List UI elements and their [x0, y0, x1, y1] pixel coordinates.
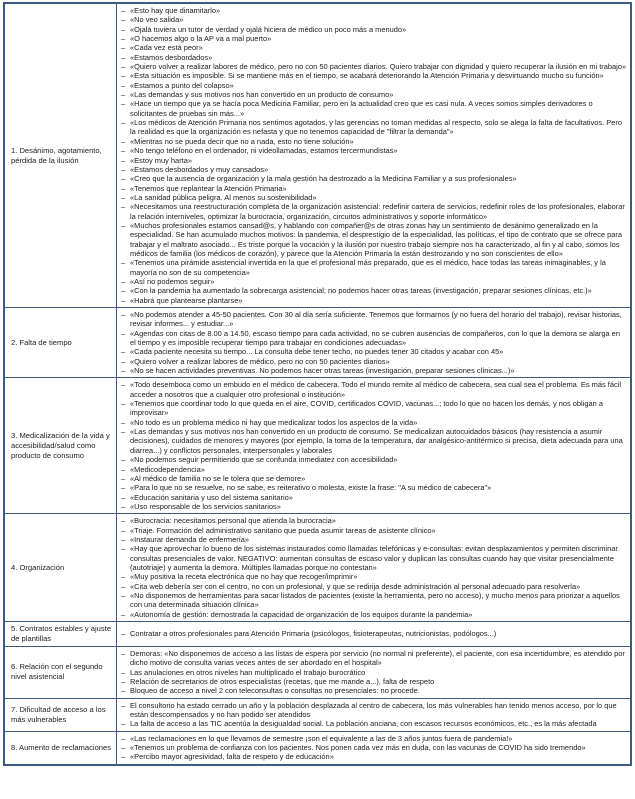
- quote-item: – «Percibo mayor agresividad, falta de respeto y de educación»: [121, 752, 627, 761]
- quote-item: – «Agendas con citas de 8.00 a 14.50, escaso tiempo para cada actividad, no se cubren ausencias de compañeros, con lo que la demora se alarga en el tiempo y es imposible recuperar tiempo para trabajar en condiciones adecuadas»: [121, 329, 627, 348]
- quote-item: – «Con la pandemia ha aumentado la sobrecarga asistencial; no podemos hacer otras tareas (investigación, preparar sesiones clínicas, etc.)»: [121, 286, 627, 295]
- quote-item: – «Tenemos un problema de confianza con los pacientes. Nos ponen cada vez más en duda, con las vacunas de COVID ha sido tremendo»: [121, 743, 627, 752]
- table-row: [4, 308, 631, 378]
- quote-item: – «Las demandas y sus motivos nos han convertido en un producto de consumo»: [121, 90, 627, 99]
- quote-item: – «Al médico de familia no se le tolera que se demore»: [121, 474, 627, 483]
- quote-item: – «Tenemos una pirámide asistencial invertida en la que el profesional más preparado, que es el médico, hace todas las tareas inimaginables, y la mayoría no son de su competencia»: [121, 258, 627, 277]
- quotes-cell: [117, 378, 632, 514]
- quote-item: – «Burocracia: necesitamos personal que atienda la burocracia»: [121, 516, 627, 525]
- quote-item: – «Las demandas y sus motivos nos han convertido en un producto de consumo. Se medicalizan autocuidados básicos (hay resistencia a asumir decisiones), cuidados de menores y mayores (por ejemplo, la toma de la temperatura, dar analgésico-antitérmico si precisa, dieta adecuada para una diarrea...) y conflictos personales, interpersonales y laborales: [121, 427, 627, 455]
- table-row: [4, 647, 631, 699]
- table-row: [4, 698, 631, 731]
- quote-item: – «Esta situación es imposible. Si se mantiene más en el tiempo, se acabará deteriorando la Atención Primaria y desvirtuando mucho su función»: [121, 71, 627, 80]
- quote-list: [121, 649, 627, 696]
- quotes-cell: [117, 647, 632, 699]
- quote-list: [121, 701, 627, 729]
- quote-list: [121, 6, 627, 305]
- quote-item: – «No podemos atender a 45-50 pacientes. Con 30 al día sería suficiente. Tenemos que formarnos (y no fuera del horario del trabajo), revisar historias, revisar informes... y estudiar...»: [121, 310, 627, 329]
- quote-item: – «Todo desemboca como un embudo en el médico de cabecera. Todo el mundo remite al médico de cabecera, sea cual sea el problema. Es más fácil acceder a nosotros que a cualquier otro profesional o institución»: [121, 380, 627, 399]
- quote-item: – «Estamos desbordados»: [121, 53, 627, 62]
- category-cell: 6. Relación con el segundo nivel asistencial: [4, 647, 117, 699]
- quote-item: – «Quiero volver a realizar labores de médico, pero no con 50 pacientes diarios»: [121, 357, 627, 366]
- table-row: [4, 622, 631, 647]
- quote-item: – «Así no podemos seguir»: [121, 277, 627, 286]
- quote-item: – «O hacemos algo o la AP va a mal puerto»: [121, 34, 627, 43]
- category-cell: 3. Medicalización de la vida y accesibilidad/salud como producto de consumo: [4, 378, 117, 514]
- quote-item: – «Cita web debería ser con el centro, no con un profesional, y que se redirija desde administración al personal adecuado para resolverla»: [121, 582, 627, 591]
- quote-item: – «Cada vez está peor»: [121, 43, 627, 52]
- quote-item: – «Autonomía de gestión: demostrada la capacidad de organización de los equipos durante la pandemia»: [121, 610, 627, 619]
- table-row: [4, 731, 631, 765]
- quotes-cell: [117, 622, 632, 647]
- quote-item: – «Medicodependencia»: [121, 465, 627, 474]
- quote-item: – La falta de acceso a las TIC acentúa la desigualdad social. La población anciana, con escasos recursos económicos, etc., es la más afectada: [121, 719, 627, 728]
- quote-item: – «No disponemos de herramientas para sacar listados de pacientes (existe la herramienta, pero no acceso), y mucho menos para priorizar a aquellos con una determinada situación clínica»: [121, 591, 627, 610]
- quote-item: – «Esto hay que dinamitarlo»: [121, 6, 627, 15]
- quote-list: [121, 380, 627, 511]
- quote-item: – «La sanidad pública peligra. Al menos su sostenibilidad»: [121, 193, 627, 202]
- quote-item: – «Cada paciente necesita su tiempo... La consulta debe tener techo, no puedes tener 30 citados y acabar con 45»: [121, 347, 627, 356]
- quote-item: – «No podemos seguir permitiendo que se confunda inmediatez con accesibilidad»: [121, 455, 627, 464]
- quote-item: – «Para lo que no se resuelve, no se sabe, es reiterativo o molesta, existe la frase: "A su médico de cabecera"»: [121, 483, 627, 492]
- quote-item: – «Tenemos que coordinar todo lo que queda en el aire, COVID, certificados COVID, vacunas...; todo lo que no hacen los demás, y nos obligan a improvisar»: [121, 399, 627, 418]
- table-row: [4, 514, 631, 622]
- quote-list: [121, 629, 627, 638]
- quotes-cell: [117, 308, 632, 378]
- quote-item: – «Instaurar demanda de enfermería»: [121, 535, 627, 544]
- category-cell: 1. Desánimo, agotamiento, pérdida de la ilusión: [4, 3, 117, 308]
- category-cell: 4. Organización: [4, 514, 117, 622]
- quote-item: – «Muy positiva la receta electrónica que no hay que recoger/imprimir»: [121, 572, 627, 581]
- quote-item: – «Estamos desbordados y muy cansados»: [121, 165, 627, 174]
- quote-item: – «No todo es un problema médico ni hay que medicalizar todos los aspectos de la vida»: [121, 418, 627, 427]
- quote-item: – «Muchos profesionales estamos cansad@s, y hablando con compañer@s de otras zonas hay un sentimiento de desánimo generalizado en la especialidad. Se han acumulado muchos motivos: la pandemia, el desprestigio de la especialidad, las políticas, el tipo de contrato que se ofrece para trabajar y el maltrato asociado... Es triste porque la vocación y la ilusión por nuestro trabajo siempre nos ha caracterizado, al fin y al cabo, somos los médicos de familia (los médicos de corazón), y parece que la Atención Primaria la están destrozando y no son conscientes de ello»: [121, 221, 627, 258]
- quote-item: – Relación de secretarios de otros especialistas (recetas, que me mande a...), falta de respeto: [121, 677, 627, 686]
- quote-item: – «Triaje. Formación del administrativo sanitario que pueda asumir tareas de asistente clínico»: [121, 526, 627, 535]
- quote-item: – «No se hacen actividades preventivas. No podemos hacer otras tareas (investigación, preparar sesiones clínicas...)»: [121, 366, 627, 375]
- category-cell: 2. Falta de tiempo: [4, 308, 117, 378]
- quote-item: – «Necesitamos una reestructuración completa de la organización asistencial: redefinir cartera de servicios, redefinir roles de los profesionales, elaborar la relación interniveles, optimizar la burocracia, organización, circuitos administrativos y soporte informático»: [121, 202, 627, 221]
- quote-item: – «Educación sanitaria y uso del sistema sanitario»: [121, 493, 627, 502]
- quote-item: – «Ojalá tuviera un tutor de verdad y ojalá hiciera de médico un poco más a menudo»: [121, 25, 627, 34]
- quote-item: – «No tengo teléfono en el ordenador, ni videollamadas, estamos tercermundistas»: [121, 146, 627, 155]
- quote-item: – «Tenemos que replantear la Atención Primaria»: [121, 184, 627, 193]
- quote-item: – Demoras: «No disponemos de acceso a las listas de espera por servicio (no normal ni preferente), el paciente, con esa incertidumbre, es atendido por dicho motivo de consulta varias veces antes de ser abordado en el hospital»: [121, 649, 627, 668]
- quotes-cell: [117, 698, 632, 731]
- quote-list: [121, 734, 627, 762]
- quote-item: – Bloqueo de acceso a nivel 2 con teleconsultas o consultas no presenciales: no procede.: [121, 686, 627, 695]
- quote-item: – «Las reclamaciones en lo que llevamos de semestre ¡son el equivalente a las de 3 años juntos fuera de pandemia!»: [121, 734, 627, 743]
- quote-item: – «Creo que la ausencia de organización y la mala gestión ha destrozado a la Medicina Familiar y a sus profesionales»: [121, 174, 627, 183]
- quote-item: – «Uso responsable de los servicios sanitarios»: [121, 502, 627, 511]
- quote-item: – Las anulaciones en otros niveles han multiplicado el trabajo burocrático: [121, 668, 627, 677]
- table-row: [4, 3, 631, 308]
- quote-item: – «Quiero volver a realizar labores de médico, pero no con 50 pacientes diarios. Quiero trabajar con dignidad y quiero recuperar la ilusión en mi trabajo»: [121, 62, 627, 71]
- category-cell: 7. Dificultad de acceso a los más vulnerables: [4, 698, 117, 731]
- quote-list: [121, 310, 627, 375]
- category-cell: 8. Aumento de reclamaciones: [4, 731, 117, 765]
- quotes-cell: [117, 731, 632, 765]
- quote-item: – «Hay que aprovechar lo bueno de los sistemas instaurados como llamadas telefónicas y e-consultas: evitan desplazamientos y permiten discriminar consultas presenciales de valor. NEGATIVO: aumentan consultas de escaso valor y duplican las consultas cuando hay que visitar presencialmente (autotriaje) y aumenta la demora. Múltiples llamadas porque no contestan»: [121, 544, 627, 572]
- quotes-cell: [117, 514, 632, 622]
- category-cell: 5. Contratos estables y ajuste de plantillas: [4, 622, 117, 647]
- quote-item: – «No veo salida»: [121, 15, 627, 24]
- quote-item: – «Habrá que plantearse plantarse»: [121, 296, 627, 305]
- themes-table: [3, 2, 632, 766]
- quote-item: – «Estoy muy harta»: [121, 156, 627, 165]
- quote-list: [121, 516, 627, 619]
- table-row: [4, 378, 631, 514]
- quote-item: – «Mientras no se pueda decir que no a nada, esto no tiene solución»: [121, 137, 627, 146]
- quote-item: – Contratar a otros profesionales para Atención Primaria (psicólogos, fisioterapeutas, nutricionistas, podólogos...): [121, 629, 627, 638]
- quote-item: – «Estamos a punto del colapso»: [121, 81, 627, 90]
- quote-item: – «Hace un tiempo que ya se hacía poca Medicina Familiar, pero en la actualidad creo que es casi nula. A veces somos simples derivadores o solicitantes de pruebas sin más...»: [121, 99, 627, 118]
- quote-item: – «Los médicos de Atención Primaria nos sentimos agotados, y las gerencias no toman medidas al respecto, solo se alega la falta de facultativos. Pero la realidad es que la organización es nefasta y que no tenemos capacidad de "filtrar la demanda"»: [121, 118, 627, 137]
- quotes-cell: [117, 3, 632, 308]
- quote-item: – El consultorio ha estado cerrado un año y la población desplazada al centro de cabecera, los más vulnerables han tenido menos acceso, por lo que están descompensados y no han podido ser atendidos: [121, 701, 627, 720]
